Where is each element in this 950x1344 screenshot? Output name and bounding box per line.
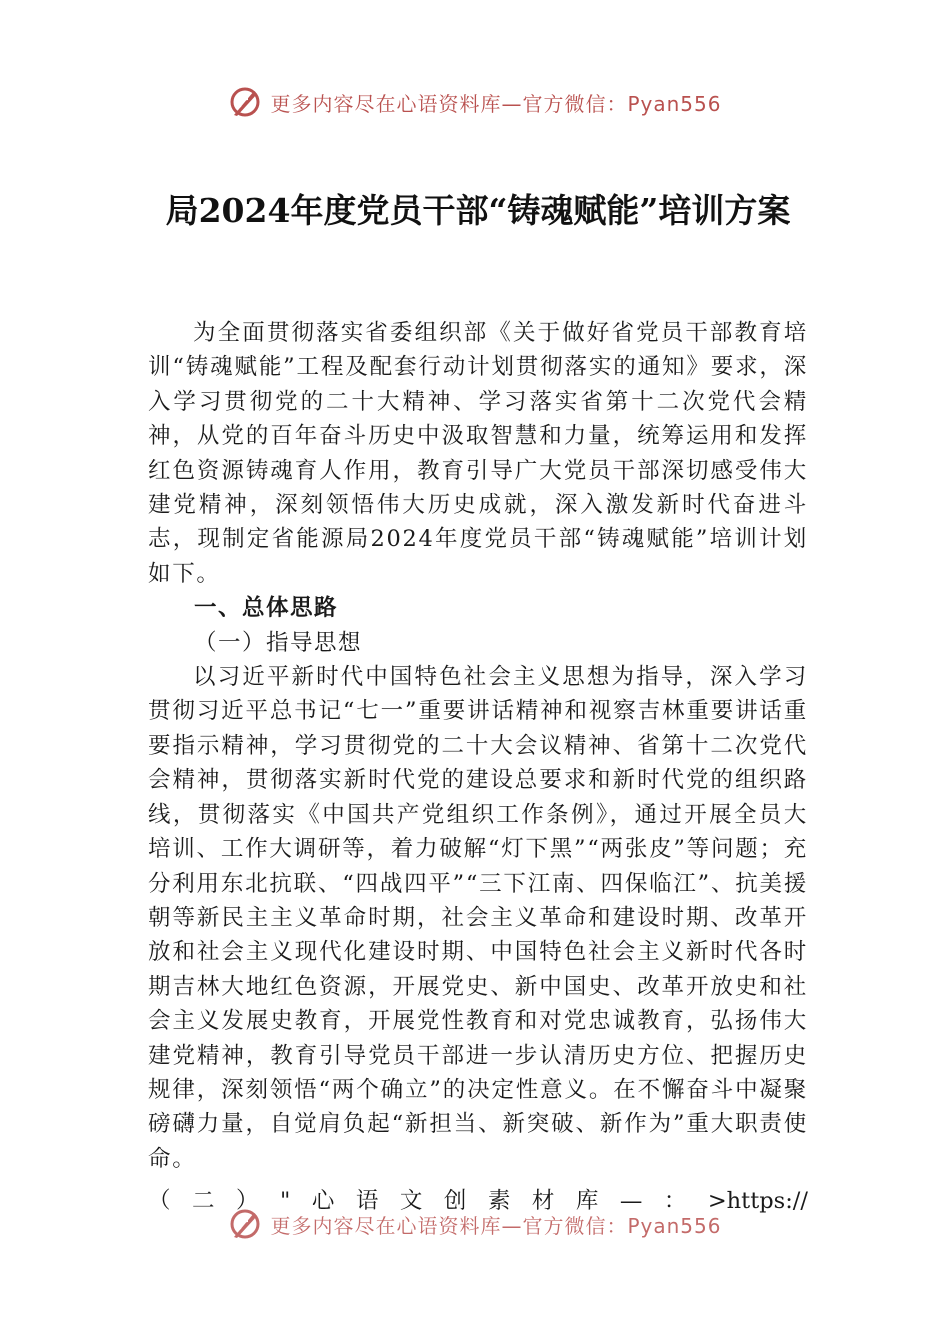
tail-char: " xyxy=(280,1188,291,1214)
tail-char: 库 xyxy=(575,1188,599,1214)
intro-paragraph: 为全面贯彻落实省委组织部《关于做好省党员干部教育培训“铸魂赋能”工程及配套行动计划贯彻落实的通知》要求，深入学习贯彻党的二十大精神、学习落实省第十二次党代会精神，从党的百年奋斗历史中汲取智慧和力量，统筹运用和发挥红色资源铸魂育人作用，教育引导广大党员干部深切感受伟大建党精神，深刻领悟伟大历史成就，深入激发新时代奋进斗志，现制定省能源局2024年度党员干部“铸魂赋能”培训计划如下。 xyxy=(148,320,808,587)
guiding-ideology-paragraph: 以习近平新时代中国特色社会主义思想为指导，深入学习贯彻习近平总书记“七一”重要讲话精神和视察吉林重要讲话重要指示精神，学习贯彻党的二十大会议精神、省第十二次党代会精神，贯彻落实新时代党的建设总要求和新时代党的组织路线，贯彻落实《中国共产党组织工作条例》，通过开展全员大培训、工作大调研等，着力破解“灯下黑”“两张皮”等问题；充分利用东北抗联、“四战四平”“三下江南、四保临江”、抗美援朝等新民主主义革命时期，社会主义革命和建设时期、改革开放和社会主义现代化建设时期、中国特色社会主义新时代各时期吉林大地红色资源，开展党史、新中国史、改革开放史和社会主义发展史教育，开展党性教育和对党忠诚教育，弘扬伟大建党精神，教育引导党员干部进一步认清历史方位、把握历史规律，深刻领悟“两个确立”的决定性意义。在不懈奋斗中凝聚磅礴力量，自觉肩负起“新担当、新突破、新作为”重大职责使命。 xyxy=(148,664,808,1172)
tail-char: — xyxy=(619,1188,643,1214)
tail-char: ） xyxy=(236,1188,259,1214)
header-watermark-banner xyxy=(0,82,950,122)
subsection-heading: （一）指导思想 xyxy=(194,629,363,656)
tail-char: 材 xyxy=(531,1188,555,1214)
tail-char: 文 xyxy=(399,1188,423,1214)
tail-char: ： xyxy=(663,1188,687,1214)
tail-char: 素 xyxy=(487,1188,511,1214)
footer-watermark-banner xyxy=(0,1204,950,1244)
document-body xyxy=(148,316,808,1176)
tail-char: 创 xyxy=(443,1188,467,1214)
tail-link-fragment: >https:// xyxy=(707,1188,808,1214)
tail-char: 语 xyxy=(355,1188,379,1214)
tail-char: （ xyxy=(148,1188,171,1214)
banner-text: 更多内容尽在心语资料库—官方微信：Pyan556 xyxy=(270,91,722,116)
quill-pen-logo-icon xyxy=(228,1207,262,1241)
document-title: 局2024年度党员干部“铸魂赋能”培训方案 xyxy=(165,191,791,230)
section-heading: 一、总体思路 xyxy=(194,595,339,622)
tail-char: 心 xyxy=(311,1188,335,1214)
banner-text: 更多内容尽在心语资料库—官方微信：Pyan556 xyxy=(270,1213,722,1238)
tail-char: 二 xyxy=(192,1188,215,1214)
quill-pen-logo-icon xyxy=(228,85,262,119)
